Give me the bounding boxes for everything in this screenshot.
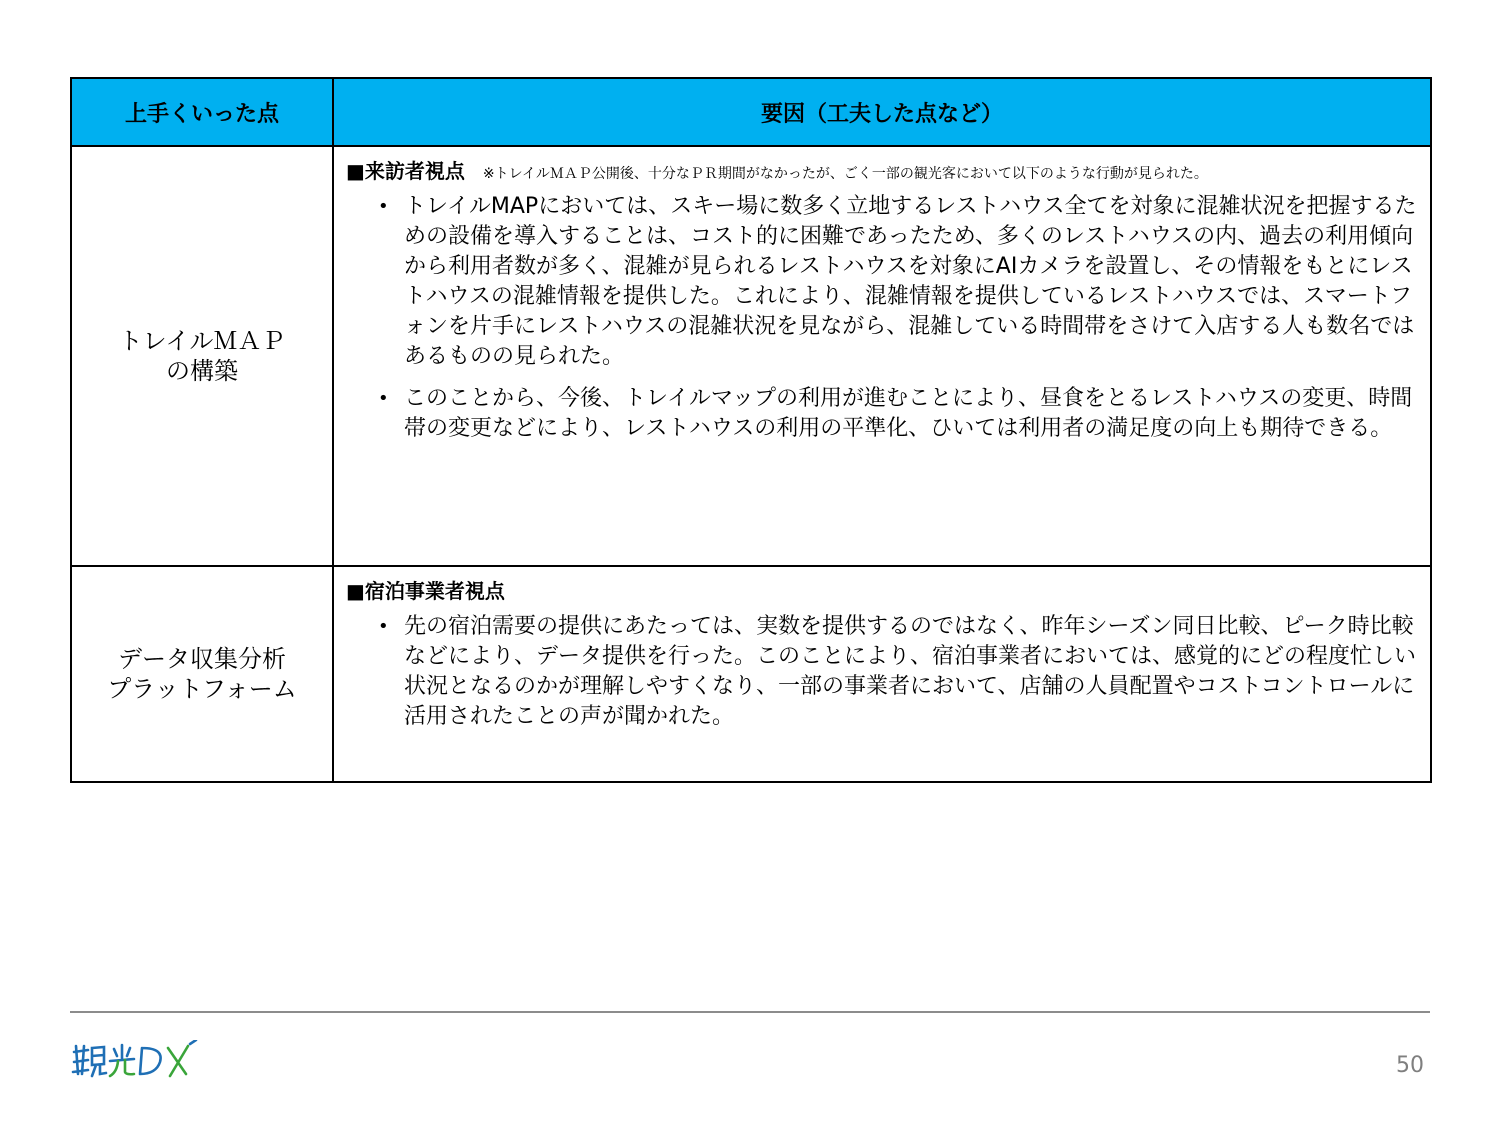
row-label-trail-map <box>71 146 333 566</box>
bullet-item <box>380 192 1424 372</box>
row-content-lodging <box>333 566 1431 782</box>
row-label-line: の構築 <box>166 357 238 385</box>
table-header-row <box>71 78 1431 146</box>
bullet-text: 先の宿泊需要の提供にあたっては、実数を提供するのではなく、昨年シーズン同日比較、ピーク時比較などにより、データ提供を行った。このことにより、宿泊事業者においては、感覚的にどの程度忙しい状況となるのかが理解しやすくなり、一部の事業者において、店舗の人員配置やコストコントロールに活用されたことの声が聞かれた。 <box>404 614 1417 729</box>
bullet-item <box>380 612 1424 732</box>
table-row <box>71 566 1431 782</box>
section-title: ■宿泊事業者視点 <box>346 579 505 603</box>
bullet-icon: • <box>378 196 389 217</box>
row-label-line: トレイルＭＡＰ <box>118 327 286 355</box>
header-factors: 要因（工夫した点など） <box>333 78 1431 146</box>
bullet-item <box>380 384 1424 444</box>
page-number: 50 <box>1396 1053 1424 1078</box>
row-label-line: プラットフォーム <box>107 675 297 703</box>
row-label-line: データ収集分析 <box>118 645 286 673</box>
section-heading <box>346 155 1430 184</box>
bullet-list <box>346 192 1430 444</box>
section-title: ■来訪者視点 <box>346 159 465 183</box>
row-label-data-platform <box>71 566 333 782</box>
bullet-text: トレイルMAPにおいては、スキー場に数多く立地するレストハウス全てを対象に混雑状況を把握するための設備を導入することは、コスト的に困難であったため、多くのレストハウスの内、過去の利用傾向から利用者数が多く、混雑が見られるレストハウスを対象にAIカメラを設置し、その情報をもとにレストハウスの混雑情報を提供した。これにより、混雑情報を提供しているレストハウスでは、スマートフォンを片手にレストハウスの混雑状況を見ながら、混雑している時間帯をさけて入店する人も数名ではあるものの見られた。 <box>404 194 1417 369</box>
section-note: ※トレイルＭＡＰ公開後、十分なＰＲ期間がなかったが、ごく一部の観光客において以下のような行動が見られた。 <box>482 166 1208 182</box>
bullet-text: このことから、今後、トレイルマップの利用が進むことにより、昼食をとるレストハウスの変更、時間帯の変更などにより、レストハウスの利用の平準化、ひいては利用者の満足度の向上も期待できる。 <box>404 386 1413 441</box>
bullet-icon: • <box>378 388 389 409</box>
bullet-list <box>346 612 1430 732</box>
kanko-dx-logo <box>70 1040 200 1082</box>
row-content-visitor <box>333 146 1431 566</box>
header-success-points: 上手くいった点 <box>71 78 333 146</box>
section-heading <box>346 575 1430 604</box>
footer-divider <box>70 1011 1430 1013</box>
bullet-icon: • <box>378 616 389 637</box>
factors-table <box>70 77 1432 783</box>
table-row <box>71 146 1431 566</box>
